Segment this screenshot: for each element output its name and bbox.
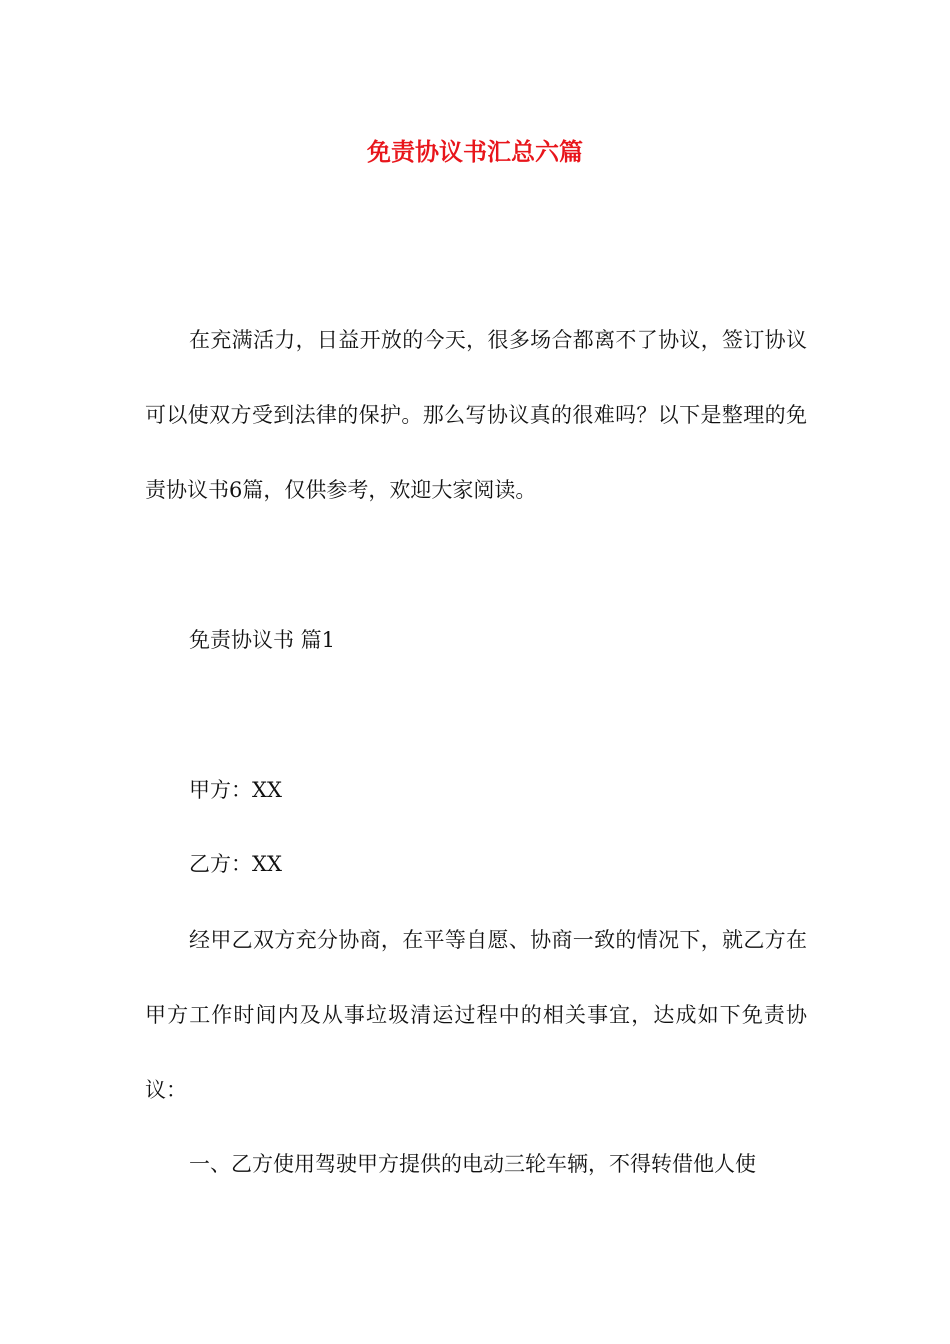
body-paragraph: 经甲乙双方充分协商，在平等自愿、协商一致的情况下，就乙方在甲方工作时间内及从事垃圾清运过程中的相关事宜，达成如下免责协议： [145, 928, 807, 1102]
clause-1-paragraph: 一、乙方使用驾驶甲方提供的电动三轮车辆，不得转借他人使 [189, 1152, 756, 1176]
party-a-line: 甲方：XX [189, 778, 282, 802]
intro-paragraph: 在充满活力，日益开放的今天，很多场合都离不了协议，签订协议可以使双方受到法律的保护。那么写协议真的很难吗？以下是整理的免责协议书6篇，仅供参考，欢迎大家阅读。 [145, 328, 807, 502]
party-b-line: 乙方：XX [189, 852, 282, 876]
document-title: 免责协议书汇总六篇 [367, 137, 583, 166]
section-heading: 免责协议书 篇1 [189, 628, 336, 652]
